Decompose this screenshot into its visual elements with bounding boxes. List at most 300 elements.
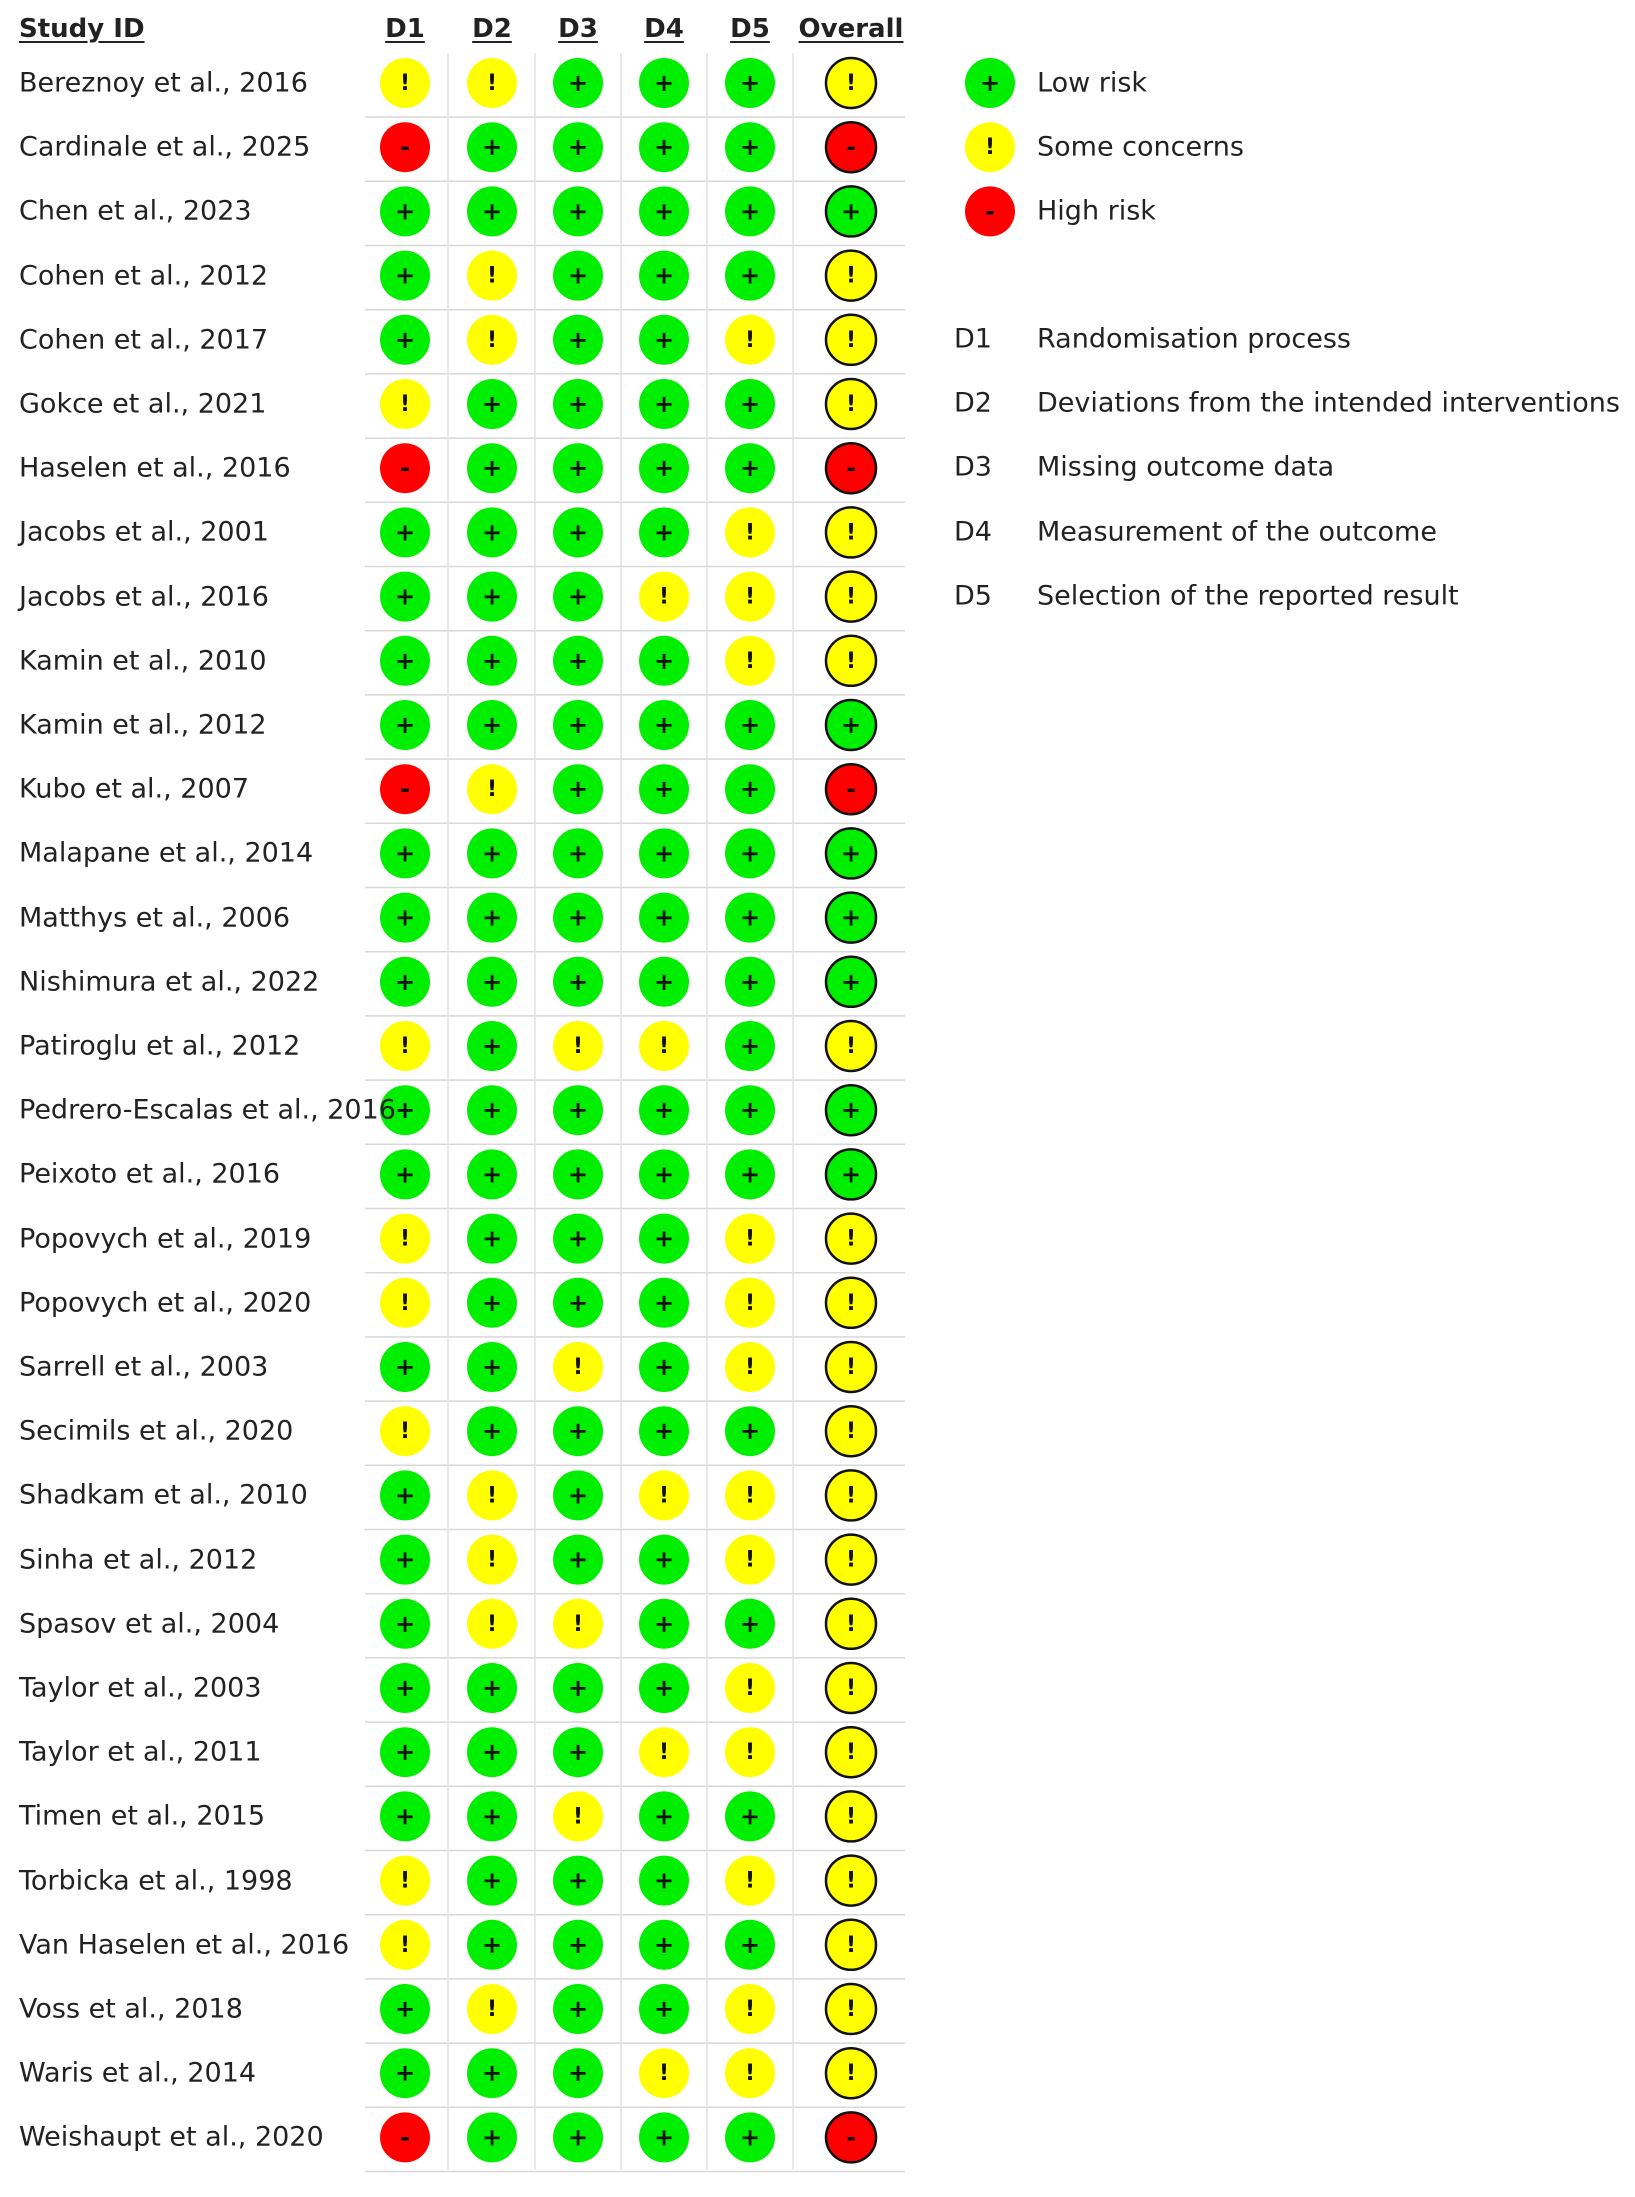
judgement-symbol: +	[653, 69, 675, 97]
judgement-d2	[467, 764, 517, 814]
judgement-overall	[826, 2112, 876, 2162]
judgement-symbol: +	[739, 1417, 761, 1446]
domain-header-d2: D2	[472, 14, 512, 44]
judgement-d1	[380, 1663, 430, 1713]
legend-some-marker	[965, 122, 1015, 172]
judgement-symbol: +	[739, 1802, 761, 1831]
judgement-symbol: !	[486, 777, 498, 803]
judgement-symbol: +	[567, 69, 589, 97]
judgement-symbol: +	[481, 1224, 503, 1253]
judgement-d5	[725, 1342, 775, 1392]
judgement-symbol: +	[481, 1160, 503, 1189]
judgement-symbol: !	[658, 1740, 670, 1766]
judgement-d5	[725, 251, 775, 301]
judgement-d5	[725, 1791, 775, 1841]
judgement-d5	[725, 1085, 775, 1135]
judgement-symbol: !	[744, 1740, 756, 1766]
judgement-d2	[467, 315, 517, 365]
judgement-symbol: +	[567, 1096, 589, 1125]
judgement-symbol: +	[481, 1866, 503, 1895]
judgement-symbol: +	[653, 1995, 675, 2023]
study-label: Spasov et al., 2004	[19, 1608, 280, 1640]
judgement-d2	[467, 2112, 517, 2162]
study-label: Cohen et al., 2012	[19, 260, 269, 292]
judgement-symbol: +	[394, 1160, 416, 1189]
judgement-d1	[380, 1021, 430, 1071]
judgement-symbol: +	[394, 1609, 416, 1638]
judgement-d2	[467, 636, 517, 686]
judgement-symbol: !	[486, 1483, 498, 1509]
judgement-symbol: +	[739, 197, 761, 226]
judgement-symbol: +	[653, 1866, 675, 1895]
study-label: Jacobs et al., 2016	[19, 581, 269, 613]
judgement-symbol: +	[840, 839, 862, 868]
judgement-symbol: +	[394, 1738, 416, 1767]
study-label: Cohen et al., 2017	[19, 324, 269, 356]
judgement-symbol: +	[840, 1096, 862, 1125]
judgement-symbol: !	[845, 1034, 857, 1059]
judgement-symbol: +	[653, 133, 675, 162]
judgement-symbol: !	[486, 263, 498, 289]
judgement-overall	[826, 315, 876, 365]
judgement-d1	[380, 507, 430, 557]
judgement-d2	[467, 700, 517, 750]
judgement-symbol: +	[567, 2123, 589, 2152]
judgement-symbol: +	[394, 518, 416, 547]
judgement-symbol: !	[845, 327, 857, 353]
judgement-symbol: !	[744, 1676, 756, 1701]
judgement-d4	[639, 572, 689, 622]
judgement-symbol: +	[739, 454, 761, 483]
judgement-symbol: +	[481, 1674, 503, 1702]
judgement-d3	[553, 1791, 603, 1841]
judgement-symbol: +	[567, 1866, 589, 1895]
judgement-d4	[639, 1085, 689, 1135]
study-label: Gokce et al., 2021	[19, 388, 267, 420]
judgement-d4	[639, 1406, 689, 1456]
judgement-overall	[826, 764, 876, 814]
judgement-symbol: !	[845, 1290, 857, 1316]
study-label: Popovych et al., 2019	[19, 1223, 312, 1255]
judgement-d4	[639, 2048, 689, 2098]
judgement-overall	[826, 1342, 876, 1392]
judgement-symbol: +	[394, 646, 416, 675]
judgement-d5	[725, 700, 775, 750]
judgement-symbol: +	[653, 1609, 675, 1638]
judgement-symbol: +	[394, 197, 416, 226]
judgement-symbol: !	[845, 1676, 857, 1701]
judgement-symbol: +	[394, 2059, 416, 2088]
judgement-d5	[725, 1021, 775, 1071]
judgement-d1	[380, 1149, 430, 1199]
judgement-symbol: +	[481, 1288, 503, 1317]
judgement-d4	[639, 443, 689, 493]
judgement-d2	[467, 1727, 517, 1777]
judgement-d5	[725, 443, 775, 493]
judgement-d1	[380, 1278, 430, 1328]
judgement-d2	[467, 893, 517, 943]
judgement-d3	[553, 1599, 603, 1649]
judgement-d3	[553, 1406, 603, 1456]
judgement-symbol: +	[481, 646, 503, 675]
judgement-symbol: +	[567, 1674, 589, 1702]
judgement-symbol: !	[845, 1483, 857, 1509]
legend-domain-code: D3	[954, 451, 992, 483]
judgement-symbol: +	[567, 967, 589, 996]
judgement-symbol: +	[481, 1802, 503, 1831]
judgement-d2	[467, 572, 517, 622]
judgement-symbol: +	[394, 839, 416, 868]
judgement-d3	[553, 1920, 603, 1970]
judgement-overall	[826, 893, 876, 943]
legend-domain-description: Randomisation process	[1037, 323, 1351, 355]
judgement-symbol: !	[658, 1034, 670, 1059]
judgement-symbol: !	[744, 1868, 756, 1894]
judgement-symbol: !	[658, 1483, 670, 1509]
legend-domain-description: Missing outcome data	[1037, 451, 1335, 483]
judgement-symbol: +	[739, 69, 761, 97]
judgement-symbol: +	[840, 903, 862, 932]
judgement-d3	[553, 1856, 603, 1906]
judgement-symbol: +	[567, 1224, 589, 1253]
judgement-symbol: !	[744, 327, 756, 353]
judgement-symbol: +	[653, 1802, 675, 1831]
study-label: Cardinale et al., 2025	[19, 131, 311, 163]
judgement-overall	[826, 122, 876, 172]
judgement-symbol: +	[567, 646, 589, 675]
judgement-d1	[380, 379, 430, 429]
judgement-symbol: +	[481, 967, 503, 996]
judgement-symbol: -	[846, 454, 856, 483]
judgement-d1	[380, 1984, 430, 2034]
judgement-symbol: +	[481, 1032, 503, 1060]
judgement-symbol: !	[399, 1932, 411, 1958]
judgement-d3	[553, 1663, 603, 1713]
judgement-symbol: +	[481, 711, 503, 739]
judgement-d2	[467, 1856, 517, 1906]
judgement-symbol: -	[846, 775, 856, 804]
judgement-symbol: +	[979, 69, 1001, 97]
judgement-symbol: !	[399, 1226, 411, 1252]
judgement-overall	[826, 1278, 876, 1328]
judgement-symbol: +	[481, 1417, 503, 1446]
judgement-d2	[467, 828, 517, 878]
judgement-symbol: +	[653, 518, 675, 547]
judgement-d4	[639, 636, 689, 686]
judgement-d5	[725, 507, 775, 557]
judgement-symbol: +	[653, 1353, 675, 1381]
judgement-d3	[553, 443, 603, 493]
judgement-d1	[380, 1791, 430, 1841]
judgement-symbol: +	[653, 2123, 675, 2152]
judgement-symbol: -	[400, 454, 410, 483]
judgement-overall	[826, 1727, 876, 1777]
judgement-symbol: +	[653, 711, 675, 739]
judgement-symbol: +	[739, 261, 761, 290]
study-label: Nishimura et al., 2022	[19, 966, 320, 998]
judgement-d1	[380, 2112, 430, 2162]
study-label: Voss et al., 2018	[19, 1993, 243, 2025]
judgement-d5	[725, 58, 775, 108]
judgement-symbol: +	[840, 967, 862, 996]
judgement-d5	[725, 186, 775, 236]
judgement-symbol: +	[739, 711, 761, 739]
judgement-d5	[725, 122, 775, 172]
judgement-d5	[725, 1663, 775, 1713]
judgement-symbol: !	[845, 1997, 857, 2022]
judgement-d2	[467, 1535, 517, 1585]
legend-domain-code: D1	[954, 323, 992, 355]
judgement-d2	[467, 1470, 517, 1520]
judgement-symbol: +	[739, 1930, 761, 1959]
judgement-d4	[639, 957, 689, 1007]
study-label: Shadkam et al., 2010	[19, 1479, 308, 1511]
judgement-overall	[826, 957, 876, 1007]
study-label: Popovych et al., 2020	[19, 1287, 312, 1319]
judgement-symbol: +	[394, 261, 416, 290]
judgement-symbol: +	[653, 197, 675, 226]
judgement-d3	[553, 186, 603, 236]
judgement-symbol: -	[846, 2123, 856, 2152]
judgement-symbol: +	[653, 1674, 675, 1702]
judgement-symbol: +	[567, 197, 589, 226]
judgement-symbol: !	[845, 1932, 857, 1958]
judgement-symbol: +	[840, 197, 862, 226]
judgement-d3	[553, 2112, 603, 2162]
judgement-symbol: !	[845, 520, 857, 546]
judgement-symbol: +	[567, 1160, 589, 1189]
study-label: Matthys et al., 2006	[19, 902, 291, 934]
judgement-symbol: +	[394, 1481, 416, 1510]
judgement-symbol: +	[394, 967, 416, 996]
judgement-symbol: +	[394, 1353, 416, 1381]
judgement-d2	[467, 1791, 517, 1841]
judgement-overall	[826, 1470, 876, 1520]
judgement-d5	[725, 1599, 775, 1649]
judgement-symbol: +	[653, 775, 675, 804]
study-label: Secimils et al., 2020	[19, 1415, 294, 1447]
judgement-symbol: !	[658, 584, 670, 610]
study-label: Taylor et al., 2011	[19, 1736, 262, 1768]
judgement-d2	[467, 122, 517, 172]
study-label: Chen et al., 2023	[19, 195, 252, 227]
judgement-d2	[467, 58, 517, 108]
judgement-symbol: +	[653, 839, 675, 868]
study-label: Waris et al., 2014	[19, 2057, 257, 2089]
judgement-symbol: +	[840, 1160, 862, 1189]
judgement-symbol: +	[481, 133, 503, 162]
judgement-symbol: -	[400, 775, 410, 804]
judgement-symbol: +	[394, 1995, 416, 2023]
legend-domain-code: D4	[954, 516, 992, 548]
judgement-symbol: +	[653, 1288, 675, 1317]
judgement-d1	[380, 1214, 430, 1264]
study-label: Patiroglu et al., 2012	[19, 1030, 301, 1062]
judgement-overall	[826, 186, 876, 236]
judgement-symbol: +	[394, 903, 416, 932]
judgement-symbol: !	[744, 648, 756, 674]
judgement-symbol: !	[845, 1226, 857, 1252]
judgement-symbol: !	[744, 1547, 756, 1573]
judgement-d3	[553, 572, 603, 622]
judgement-d3	[553, 893, 603, 943]
judgement-symbol: +	[739, 1096, 761, 1125]
judgement-symbol: !	[845, 1419, 857, 1445]
judgement-symbol: +	[739, 903, 761, 932]
judgement-symbol: !	[486, 1997, 498, 2022]
judgement-symbol: +	[567, 903, 589, 932]
judgement-d5	[725, 2112, 775, 2162]
judgement-d2	[467, 1021, 517, 1071]
judgement-d5	[725, 636, 775, 686]
judgement-d4	[639, 58, 689, 108]
judgement-symbol: +	[481, 2059, 503, 2088]
judgement-d3	[553, 764, 603, 814]
domain-header-d1: D1	[385, 14, 425, 44]
judgement-d3	[553, 1278, 603, 1328]
judgement-symbol: +	[567, 325, 589, 354]
judgement-symbol: !	[845, 1868, 857, 1894]
judgement-symbol: +	[567, 1995, 589, 2023]
judgement-symbol: +	[481, 1353, 503, 1381]
judgement-overall	[826, 1214, 876, 1264]
judgement-overall	[826, 1856, 876, 1906]
judgement-symbol: !	[744, 1290, 756, 1316]
judgement-d4	[639, 315, 689, 365]
judgement-symbol: !	[845, 1547, 857, 1573]
judgement-overall	[826, 636, 876, 686]
judgement-symbol: +	[394, 1674, 416, 1702]
judgement-symbol: !	[845, 392, 857, 417]
judgement-symbol: -	[400, 2123, 410, 2152]
judgement-overall	[826, 828, 876, 878]
judgement-symbol: +	[653, 261, 675, 290]
legend-domain-code: D5	[954, 580, 992, 612]
judgement-symbol: +	[567, 1481, 589, 1510]
judgement-d4	[639, 251, 689, 301]
judgement-d4	[639, 828, 689, 878]
judgement-symbol: !	[744, 2061, 756, 2087]
judgement-overall	[826, 1920, 876, 1970]
judgement-d4	[639, 122, 689, 172]
domain-header-d4: D4	[644, 14, 684, 44]
judgement-d5	[725, 1920, 775, 1970]
study-label: Sinha et al., 2012	[19, 1544, 258, 1576]
judgement-d1	[380, 1470, 430, 1520]
judgement-d2	[467, 507, 517, 557]
legend-low-label: Low risk	[1037, 67, 1148, 99]
judgement-symbol: !	[744, 1483, 756, 1509]
judgement-d3	[553, 2048, 603, 2098]
judgement-overall	[826, 700, 876, 750]
study-label: Jacobs et al., 2001	[19, 516, 269, 548]
judgement-d2	[467, 443, 517, 493]
study-label: Pedrero-Escalas et al., 2016	[19, 1094, 396, 1126]
judgement-overall	[826, 1085, 876, 1135]
judgement-d1	[380, 828, 430, 878]
judgement-symbol: !	[744, 1355, 756, 1380]
judgement-d5	[725, 1984, 775, 2034]
judgement-symbol: +	[653, 390, 675, 418]
study-label: Kamin et al., 2012	[19, 709, 267, 741]
judgement-d1	[380, 251, 430, 301]
judgement-d3	[553, 251, 603, 301]
study-label: Kubo et al., 2007	[19, 773, 250, 805]
judgement-symbol: +	[739, 1609, 761, 1638]
judgement-symbol: !	[399, 392, 411, 417]
judgement-symbol: +	[653, 1545, 675, 1574]
legend-domain-code: D2	[954, 387, 992, 419]
judgement-d5	[725, 572, 775, 622]
judgement-symbol: +	[840, 711, 862, 739]
judgement-d3	[553, 1727, 603, 1777]
judgement-d4	[639, 1470, 689, 1520]
judgement-symbol: +	[567, 518, 589, 547]
judgement-symbol: +	[653, 1160, 675, 1189]
judgement-d3	[553, 1470, 603, 1520]
judgement-d4	[639, 2112, 689, 2162]
domain-header-d3: D3	[558, 14, 598, 44]
judgement-d1	[380, 1406, 430, 1456]
judgement-d3	[553, 700, 603, 750]
judgement-d2	[467, 2048, 517, 2098]
judgement-symbol: +	[481, 582, 503, 611]
judgement-d5	[725, 315, 775, 365]
judgement-d5	[725, 1470, 775, 1520]
study-label: Timen et al., 2015	[19, 1800, 266, 1832]
judgement-d2	[467, 186, 517, 236]
judgement-d2	[467, 1342, 517, 1392]
judgement-symbol: !	[744, 1997, 756, 2022]
judgement-d5	[725, 1214, 775, 1264]
judgement-symbol: +	[739, 1032, 761, 1060]
judgement-d4	[639, 700, 689, 750]
judgement-symbol: +	[567, 839, 589, 868]
judgement-d2	[467, 1149, 517, 1199]
judgement-overall	[826, 1984, 876, 2034]
judgement-d2	[467, 1599, 517, 1649]
judgement-d3	[553, 1149, 603, 1199]
judgement-overall	[826, 1535, 876, 1585]
judgement-symbol: +	[567, 1288, 589, 1317]
judgement-d2	[467, 379, 517, 429]
judgement-symbol: !	[744, 584, 756, 610]
judgement-d4	[639, 507, 689, 557]
judgement-symbol: +	[653, 903, 675, 932]
judgement-d5	[725, 1406, 775, 1456]
judgement-d4	[639, 379, 689, 429]
study-label: Torbicka et al., 1998	[19, 1865, 293, 1897]
judgement-d3	[553, 1214, 603, 1264]
judgement-d2	[467, 1085, 517, 1135]
judgement-d5	[725, 379, 775, 429]
judgement-symbol: !	[399, 1034, 411, 1059]
legend-domain-description: Deviations from the intended interventions	[1037, 387, 1620, 419]
study-label: Sarrell et al., 2003	[19, 1351, 269, 1383]
judgement-symbol: !	[845, 2061, 857, 2087]
study-label: Peixoto et al., 2016	[19, 1158, 281, 1190]
study-label: Taylor et al., 2003	[19, 1672, 262, 1704]
judgement-d3	[553, 507, 603, 557]
judgement-d2	[467, 1663, 517, 1713]
judgement-d2	[467, 1920, 517, 1970]
judgement-symbol: +	[567, 261, 589, 290]
judgement-symbol: !	[572, 1355, 584, 1380]
judgement-symbol: +	[739, 133, 761, 162]
judgement-symbol: +	[653, 1930, 675, 1959]
judgement-d3	[553, 828, 603, 878]
judgement-d4	[639, 893, 689, 943]
